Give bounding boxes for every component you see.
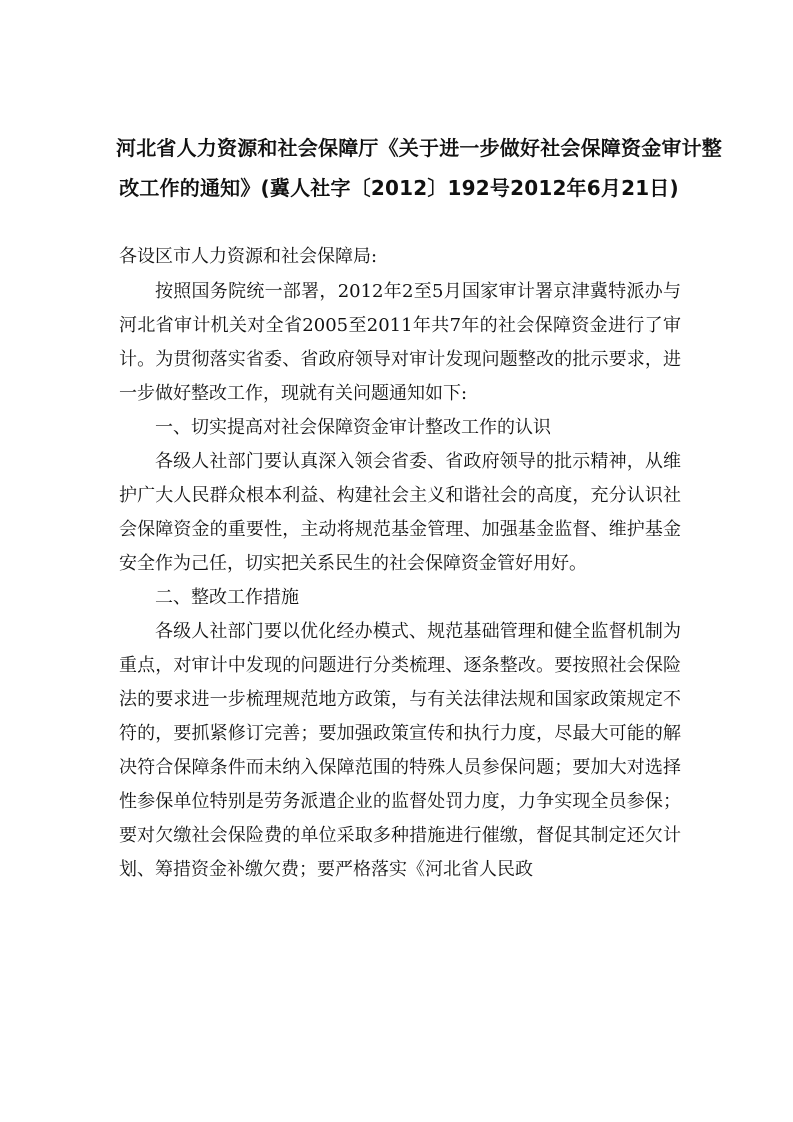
section-2-paragraph: 各级人社部门要以优化经办模式、规范基础管理和健全监督机制为重点，对审计中发现的问题进行分类梳理、逐条整改。要按照社会保险法的要求进一步梳理规范地方政策，与有关法律法规和国家政策规定不符的，要抓紧修订完善；要加强政策宣传和执行力度，尽最大可能的解决符合保障条件而未纳入保障范围的特殊人员参保问题；要加大对选择性参保单位特别是劳务派遣企业的监督处罚力度，力争实现全员参保；要对欠缴社会保险费的单位采取多种措施进行催缴，督促其制定还欠计划、筹措资金补缴欠费；要严格落实《河北省人民政 xyxy=(119,621,681,880)
document-body xyxy=(119,240,681,887)
document-title xyxy=(116,128,722,208)
section-1-paragraph: 各级人社部门要认真深入领会省委、省政府领导的批示精神，从维护广大人民群众根本利益、构建社会主义和谐社会的高度，充分认识社会保障资金的重要性，主动将规范基金管理、加强基金监督、维护基金安全作为己任，切实把关系民生的社会保障资金管好用好。 xyxy=(119,451,681,574)
title-line-1: 河北省人力资源和社会保障厅《关于进一步做好社会保障资金审计整 xyxy=(116,136,722,160)
title-line-2: 改工作的通知》(冀人社字〔2012〕192号2012年6月21日) xyxy=(119,176,679,200)
section-1-heading: 一、切实提高对社会保障资金审计整改工作的认识 xyxy=(155,417,551,438)
intro-paragraph: 按照国务院统一部署，2012年2至5月国家审计署京津冀特派办与河北省审计机关对全省2005至2011年共7年的社会保障资金进行了审计。为贯彻落实省委、省政府领导对审计发现问题整改的批示要求，进一步做好整改工作，现就有关问题通知如下: xyxy=(119,281,681,404)
section-2-heading: 二、整改工作措施 xyxy=(155,587,299,608)
salutation: 各设区市人力资源和社会保障局: xyxy=(119,246,378,267)
